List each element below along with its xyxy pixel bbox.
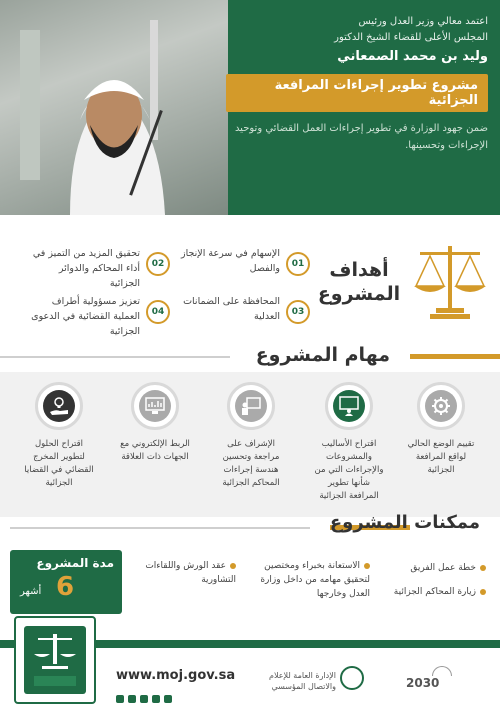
goal-text: المحافظة على الضمانات العدلية (183, 296, 280, 322)
goal-item (170, 246, 310, 286)
goal-item (30, 294, 170, 337)
hero-section (0, 0, 500, 215)
task-icon-circle (417, 382, 465, 430)
minister-photo (0, 0, 228, 215)
goals-title (314, 258, 404, 306)
hero-line-2: المجلس الأعلى للقضاء الشيخ الدكتور (334, 32, 488, 43)
emblem-icon (24, 626, 86, 694)
hero-line-1: اعتمد معالي وزير العدل ورئيس (358, 16, 488, 27)
photo-illustration (0, 0, 228, 215)
enabler-item (250, 559, 370, 601)
enabler-item (396, 561, 486, 575)
goal-text: الإسهام في سرعة الإنجاز والفصل (181, 248, 280, 274)
department-name: الإدارة العامة للإعلام والاتصال المؤسسي (269, 671, 336, 691)
goal-text: تحقيق المزيد من التميز في أداء المحاكم والدوائر الجزائية (32, 248, 140, 289)
bullet-icon (480, 565, 486, 571)
goal-text: تعزيز مسؤولية أطراف العملية القضائية في الدعوى الجزائية (31, 296, 140, 337)
task-icon-circle (35, 382, 83, 430)
task-item (404, 382, 478, 477)
task-text: الإشراف على مراجعة وتحسين هندسة إجراءات المحاكم الجزائية (222, 439, 280, 488)
tasks-divider (0, 356, 230, 358)
review-board-icon (240, 395, 262, 417)
vision-arc-icon (432, 666, 452, 676)
idea-hand-icon (48, 395, 70, 417)
enabler-item (376, 585, 486, 599)
goal-number: 04 (146, 300, 170, 324)
vision-2030-logo (396, 664, 468, 694)
social-icons (116, 688, 226, 698)
enabler-item (136, 559, 236, 587)
task-text: اقتراح الأساليب والمشروعات والإجراءات التي من شأنها تطوير المرافعة الجزائية (314, 439, 384, 501)
duration-value: 6 (56, 572, 75, 602)
ministry-logo-emblem (24, 626, 86, 694)
twitter-icon[interactable] (116, 695, 124, 703)
gear-icon (430, 395, 452, 417)
monitor-chart-icon (144, 395, 166, 417)
enablers-title: ممكنات المشروع (329, 512, 480, 533)
goal-item (30, 246, 170, 289)
task-icon-circle (325, 382, 373, 430)
bullet-icon (480, 589, 486, 595)
goal-number: 03 (286, 300, 310, 324)
task-item (118, 382, 192, 464)
enabler-text: الاستعانة بخبراء ومختصين لتحقيق مهامه من داخل وزارة العدل وخارجها (260, 561, 370, 599)
task-icon-circle (131, 382, 179, 430)
website-link[interactable]: www.moj.gov.sa (116, 668, 236, 683)
bullet-icon (230, 563, 236, 569)
enabler-text: زيارة المحاكم الجزائية (393, 587, 476, 597)
hero-text (226, 14, 488, 154)
goal-number: 02 (146, 252, 170, 276)
goals-title-line-1: أهداف (329, 259, 389, 281)
facebook-icon[interactable] (164, 695, 172, 703)
duration-unit: أشهر (20, 586, 42, 597)
task-item (22, 382, 96, 490)
vision-year: 2030 (406, 676, 440, 690)
task-text: تقييم الوضع الحالي لواقع المرافعة الجزائية (407, 439, 475, 475)
snapchat-icon[interactable] (128, 695, 136, 703)
minister-name: وليد بن محمد الصمعاني (337, 49, 488, 64)
enabler-text: عقد الورش واللقاءات التشاورية (145, 561, 236, 585)
ministry-logo (14, 616, 96, 704)
goal-number: 01 (286, 252, 310, 276)
instagram-icon[interactable] (140, 695, 148, 703)
youtube-icon[interactable] (152, 695, 160, 703)
goals-section (10, 228, 490, 338)
enabler-text: خطة عمل الفريق (410, 563, 476, 573)
presenter-icon (338, 395, 360, 417)
task-item (312, 382, 386, 503)
department-logo (340, 666, 364, 690)
task-icon-circle (227, 382, 275, 430)
duration-title: مدة المشروع (36, 556, 114, 570)
enablers-heading (10, 512, 490, 542)
goal-item (170, 294, 310, 334)
goals-title-line-2: المشروع (317, 283, 401, 305)
task-item (214, 382, 288, 490)
hero-description: ضمن جهود الوزارة في تطوير إجراءات العمل القضائي وتوحيد الإجراءات وتحسينها. (234, 123, 488, 151)
task-text: اقتراح الحلول لتطوير المخرج القضائي في القضايا الجزائية (24, 439, 94, 488)
bullet-icon (364, 563, 370, 569)
duration-box (10, 550, 122, 614)
tasks-title-accent (410, 354, 500, 359)
scales-of-justice-icon (410, 236, 490, 326)
task-text: الربط الإلكتروني مع الجهات ذات العلاقة (120, 439, 190, 462)
project-banner: مشروع تطوير إجراءات المرافعة الجزائية (226, 74, 488, 112)
tasks-title: مهام المشروع (255, 344, 390, 366)
